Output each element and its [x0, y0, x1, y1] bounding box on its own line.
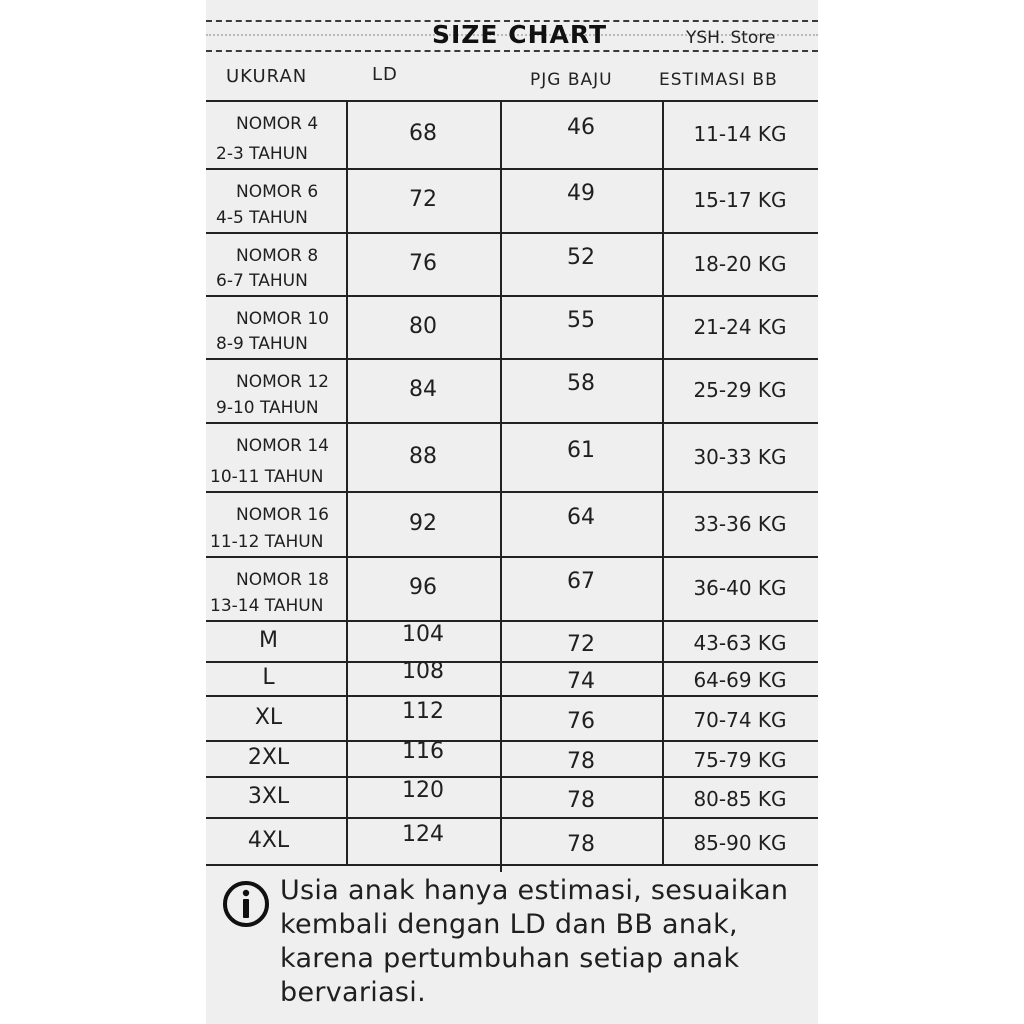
table-cell-size: NOMOR 16 — [236, 505, 329, 525]
table-cell-age: 6-7 TAHUN — [216, 271, 308, 291]
table-cell-age: 4-5 TAHUN — [216, 208, 308, 228]
table-row-divider — [206, 776, 818, 778]
table-cell-ld: 96 — [409, 575, 437, 600]
table-cell-estimasi-bb: 11-14 KG — [693, 122, 787, 146]
table-row-divider — [206, 100, 818, 102]
table-cell-size: NOMOR 10 — [236, 309, 329, 329]
table-cell-size: NOMOR 12 — [236, 372, 329, 392]
table-cell-estimasi-bb: 25-29 KG — [693, 378, 787, 402]
table-cell-estimasi-bb: 70-74 KG — [693, 707, 787, 732]
table-cell-age: 11-12 TAHUN — [210, 532, 324, 552]
table-cell-age: 10-11 TAHUN — [210, 467, 324, 487]
table-cell-ld: 80 — [409, 313, 437, 339]
table-cell-size: NOMOR 14 — [236, 436, 329, 456]
table-cell-size: NOMOR 18 — [236, 570, 329, 590]
table-cell-pjg-baju: 55 — [567, 307, 595, 333]
table-cell-size: NOMOR 8 — [236, 246, 319, 266]
chart-title: SIZE CHART — [432, 20, 608, 49]
column-header-estimasi-bb: ESTIMASI BB — [659, 70, 778, 90]
table-cell-pjg-baju: 61 — [567, 437, 595, 463]
note-text: Usia anak hanya estimasi, sesuaikan kembali dengan LD dan BB anak, karena pertumbuhan setiap anak bervariasi. — [280, 875, 789, 1008]
table-cell-size: 2XL — [247, 745, 290, 770]
table-cell-estimasi-bb: 15-17 KG — [693, 188, 787, 212]
table-cell-pjg-baju: 64 — [567, 504, 595, 530]
column-header-ukuran: UKURAN — [226, 66, 308, 87]
table-cell-pjg-baju: 67 — [567, 569, 595, 594]
table-cell-estimasi-bb: 30-33 KG — [693, 444, 787, 469]
table-row-divider — [206, 695, 818, 697]
table-cell-age: 8-9 TAHUN — [216, 334, 308, 354]
table-cell-pjg-baju: 72 — [567, 631, 595, 657]
table-cell-size: 3XL — [247, 783, 290, 809]
table-cell-age: 9-10 TAHUN — [216, 398, 319, 418]
table-row-divider — [206, 864, 818, 866]
table-cell-age: 13-14 TAHUN — [210, 596, 324, 616]
table-cell-ld: 76 — [409, 250, 437, 276]
table-cell-estimasi-bb: 33-36 KG — [693, 511, 787, 536]
table-cell-ld: 124 — [402, 821, 444, 847]
table-row-divider — [206, 232, 818, 234]
table-cell-pjg-baju: 74 — [567, 669, 595, 694]
table-cell-ld: 120 — [402, 777, 444, 803]
table-row-divider — [206, 295, 818, 297]
table-cell-pjg-baju: 78 — [567, 749, 595, 774]
table-cell-size: NOMOR 4 — [236, 114, 319, 134]
table-cell-estimasi-bb: 80-85 KG — [693, 786, 787, 811]
table-cell-ld: 92 — [409, 510, 437, 536]
table-cell-ld: 112 — [402, 698, 444, 724]
table-row-divider — [206, 491, 818, 493]
table-cell-ld: 104 — [402, 621, 444, 647]
table-row-divider — [206, 620, 818, 622]
table-cell-size: M — [259, 627, 278, 653]
table-cell-pjg-baju: 78 — [567, 787, 595, 813]
store-name: YSH. Store — [686, 28, 776, 48]
table-cell-pjg-baju: 52 — [567, 244, 595, 270]
table-cell-estimasi-bb: 85-90 KG — [693, 830, 787, 855]
column-header-ld: LD — [372, 64, 398, 85]
table-row-divider — [206, 740, 818, 742]
column-header-pjg-baju: PJG BAJU — [530, 70, 613, 90]
table-cell-estimasi-bb: 21-24 KG — [693, 314, 787, 339]
table-cell-ld: 88 — [409, 443, 437, 469]
table-cell-pjg-baju: 46 — [567, 115, 595, 140]
table-cell-estimasi-bb: 43-63 KG — [693, 630, 787, 655]
table-row-divider — [206, 817, 818, 819]
table-row-divider — [206, 168, 818, 170]
table-cell-ld: 116 — [402, 739, 444, 764]
table-cell-pjg-baju: 49 — [567, 181, 595, 206]
table-cell-size: L — [262, 665, 275, 690]
size-chart-card — [206, 0, 818, 1024]
table-cell-estimasi-bb: 64-69 KG — [693, 668, 787, 692]
table-cell-size: NOMOR 6 — [236, 182, 319, 202]
info-icon — [222, 880, 270, 928]
table-row-divider — [206, 556, 818, 558]
table-cell-ld: 68 — [409, 121, 437, 146]
header-dashed-divider — [206, 50, 818, 52]
table-cell-pjg-baju: 76 — [567, 708, 595, 734]
table-cell-size: XL — [254, 704, 283, 730]
table-cell-size: 4XL — [247, 827, 290, 853]
table-cell-estimasi-bb: 36-40 KG — [693, 576, 787, 600]
table-cell-pjg-baju: 58 — [567, 371, 595, 396]
table-cell-age: 2-3 TAHUN — [216, 144, 308, 164]
table-cell-ld: 84 — [409, 377, 437, 402]
table-row-divider — [206, 358, 818, 360]
table-row-divider — [206, 661, 818, 663]
table-cell-pjg-baju: 78 — [567, 831, 595, 857]
table-cell-ld: 72 — [409, 187, 437, 212]
table-row-divider — [206, 422, 818, 424]
table-cell-estimasi-bb: 75-79 KG — [693, 748, 787, 772]
table-cell-ld: 108 — [402, 659, 444, 684]
table-cell-estimasi-bb: 18-20 KG — [693, 251, 787, 276]
